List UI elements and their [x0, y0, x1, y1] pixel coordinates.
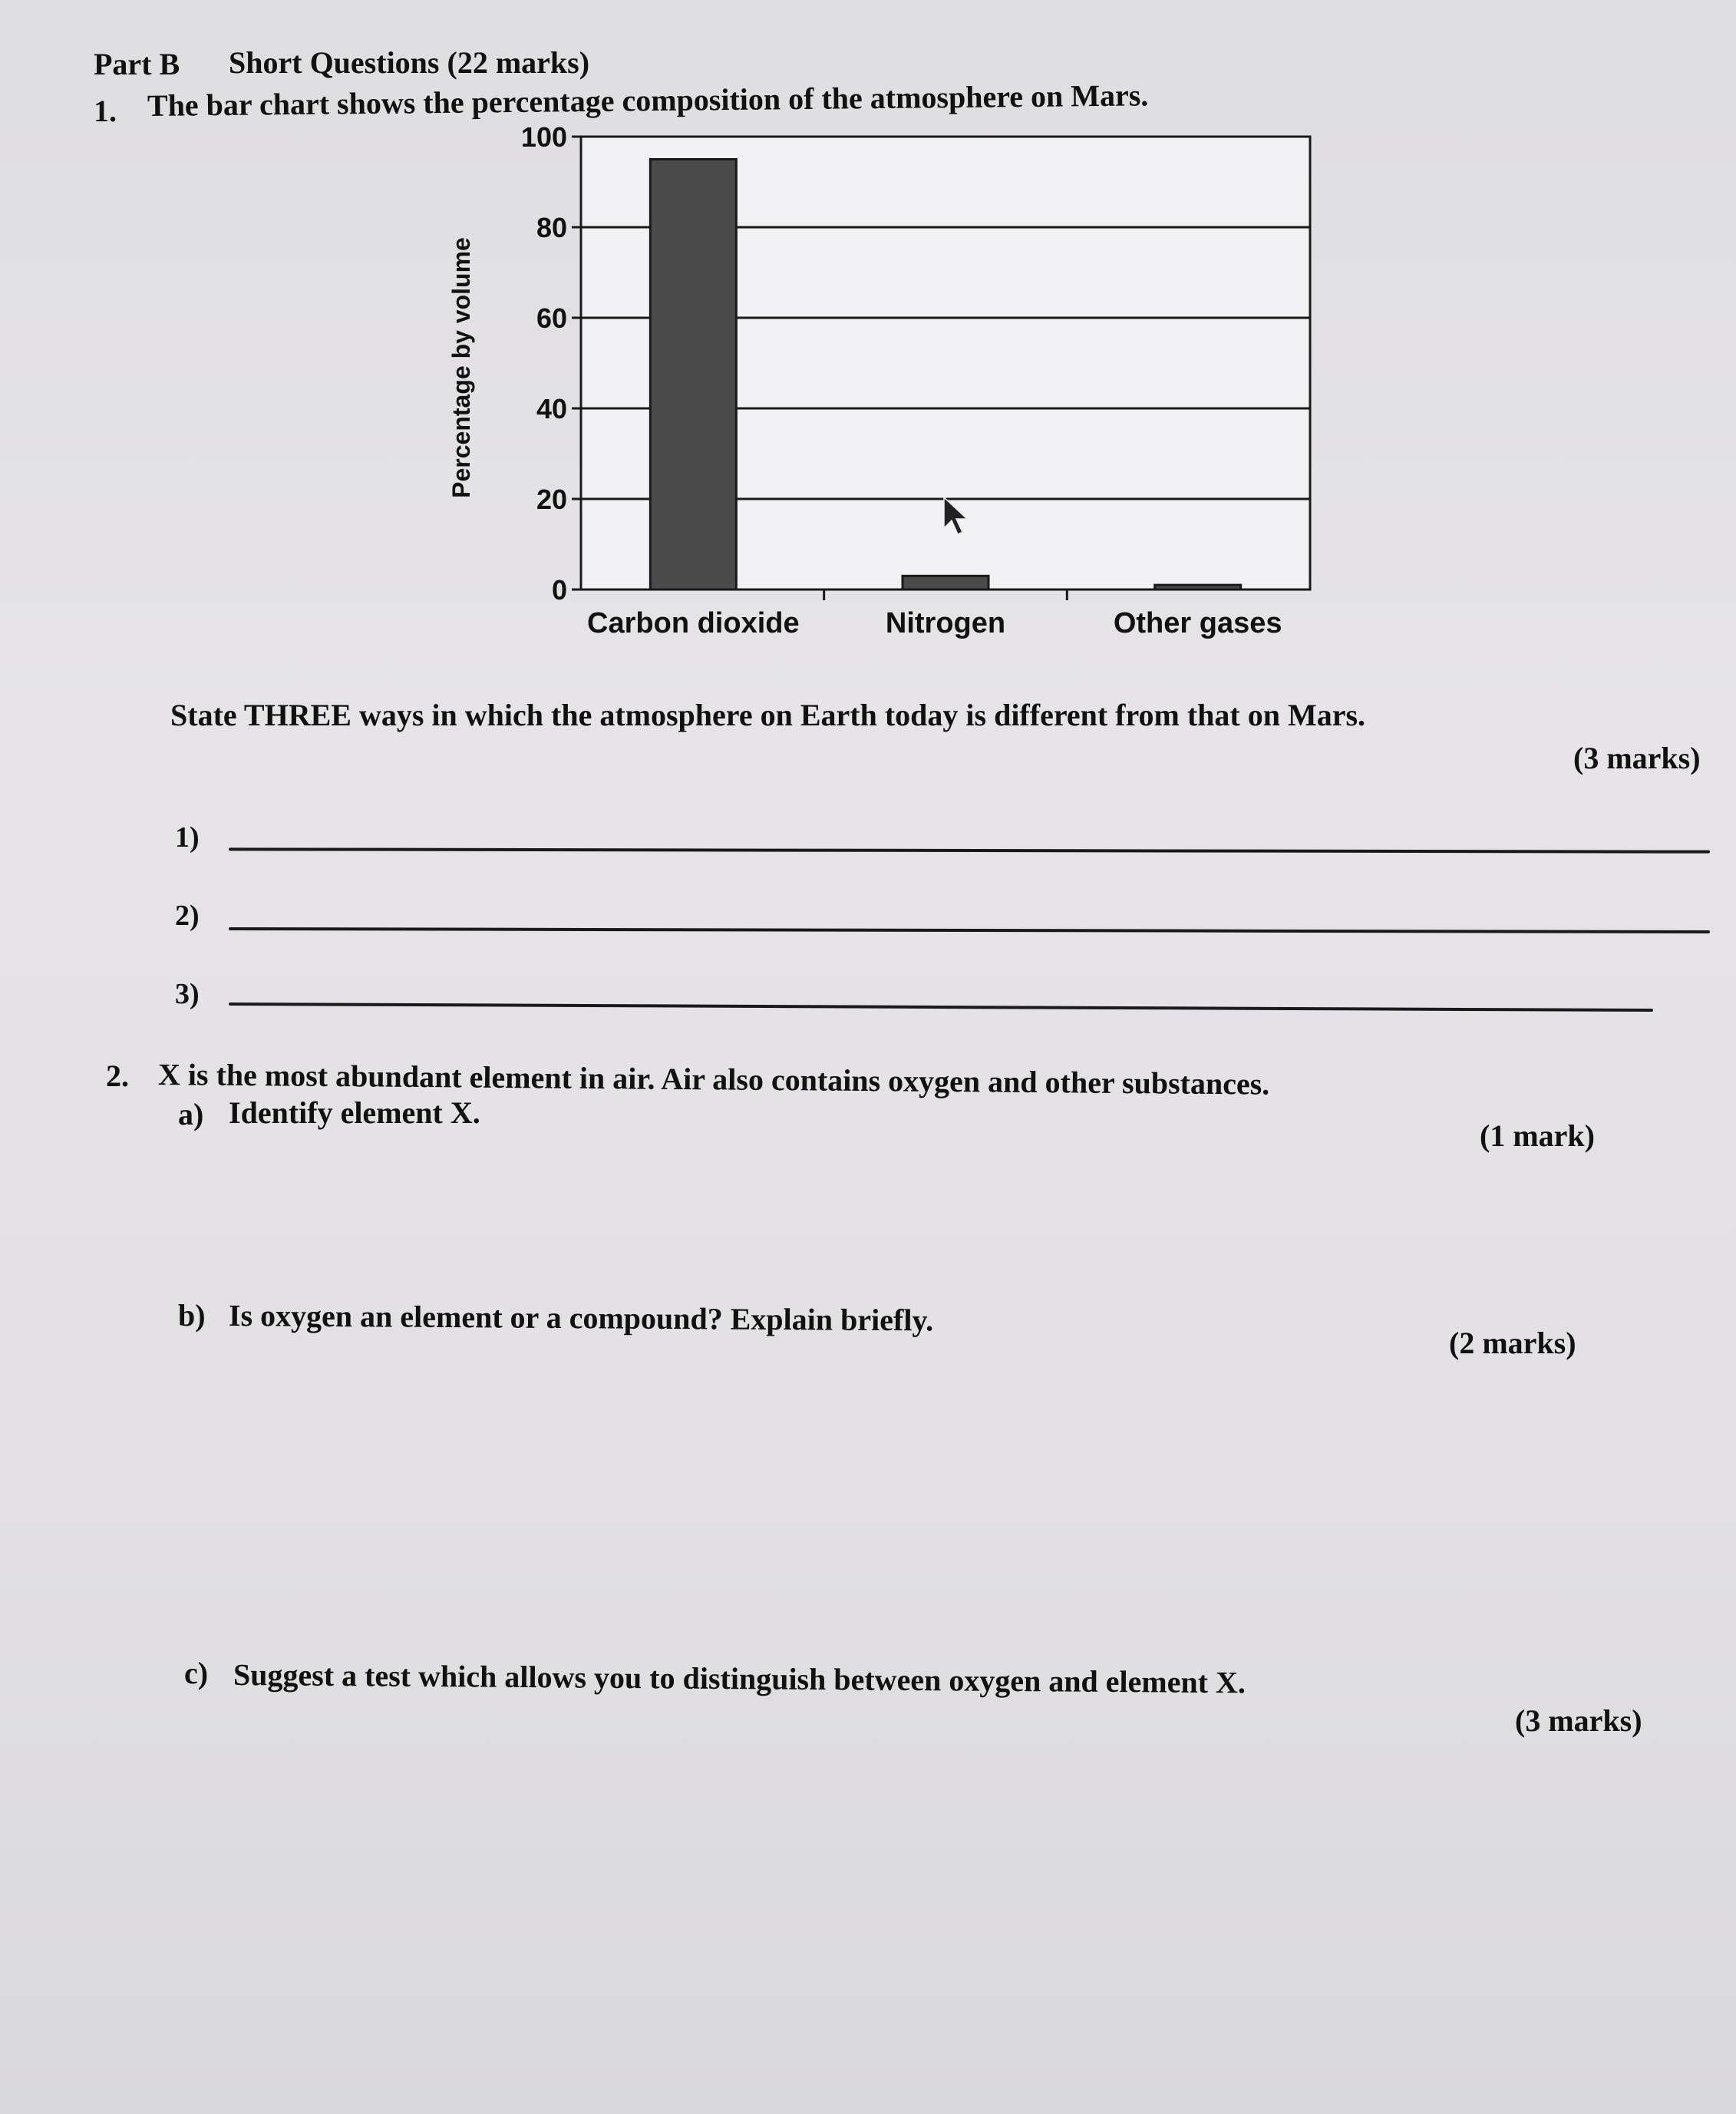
- q2a-text: Identify element X.: [229, 1095, 480, 1130]
- q1-prompt: The bar chart shows the percentage composition of the atmosphere on Mars.: [147, 78, 1149, 123]
- y-tick-label: 100: [520, 121, 567, 153]
- chart-svg: [430, 107, 1335, 660]
- q2c-marks: (3 marks): [1515, 1703, 1642, 1738]
- q2a-marks: (1 mark): [1480, 1118, 1595, 1153]
- answer-line-2[interactable]: [229, 927, 1710, 933]
- q2b-label: b): [178, 1298, 206, 1333]
- answer-label-1: 1): [175, 821, 200, 854]
- y-tick-label: 0: [551, 574, 567, 606]
- y-axis-label: Percentage by volume: [447, 237, 475, 498]
- q2c-label: c): [184, 1656, 209, 1690]
- bar-carbon-dioxide: [650, 160, 736, 590]
- q2c-text: Suggest a test which allows you to distinguish between oxygen and element X.: [233, 1657, 1246, 1700]
- bar-other-gases: [1155, 585, 1241, 590]
- answer-line-1[interactable]: [229, 847, 1710, 853]
- q2-stem: X is the most abundant element in air. Air also contains oxygen and other substances.: [157, 1057, 1270, 1102]
- part-label: Part B: [94, 47, 180, 81]
- x-tick-label: Other gases: [1113, 607, 1282, 639]
- answer-label-3: 3): [175, 978, 200, 1010]
- y-tick-label: 60: [536, 302, 567, 334]
- mars-atmosphere-chart: [430, 107, 1335, 660]
- q1-marks: (3 marks): [1573, 741, 1701, 775]
- q2b-text: Is oxygen an element or a compound? Explain briefly.: [228, 1298, 934, 1338]
- answer-line-3[interactable]: [229, 1002, 1653, 1012]
- x-tick-label: Carbon dioxide: [587, 607, 800, 639]
- q2a-label: a): [178, 1097, 204, 1131]
- y-tick-label: 40: [536, 393, 567, 424]
- y-tick-label: 80: [536, 212, 567, 243]
- section-title: Short Questions (22 marks): [229, 45, 590, 80]
- q1-number: 1.: [94, 94, 117, 128]
- x-tick-label: Nitrogen: [885, 607, 1006, 639]
- y-tick-label: 20: [536, 484, 567, 515]
- q2-number: 2.: [106, 1059, 129, 1093]
- answer-label-2: 2): [175, 900, 200, 932]
- q2b-marks: (2 marks): [1449, 1326, 1576, 1360]
- bar-nitrogen: [903, 576, 988, 590]
- q1-question: State THREE ways in which the atmosphere on Earth today is different from that on Mars.: [170, 698, 1366, 732]
